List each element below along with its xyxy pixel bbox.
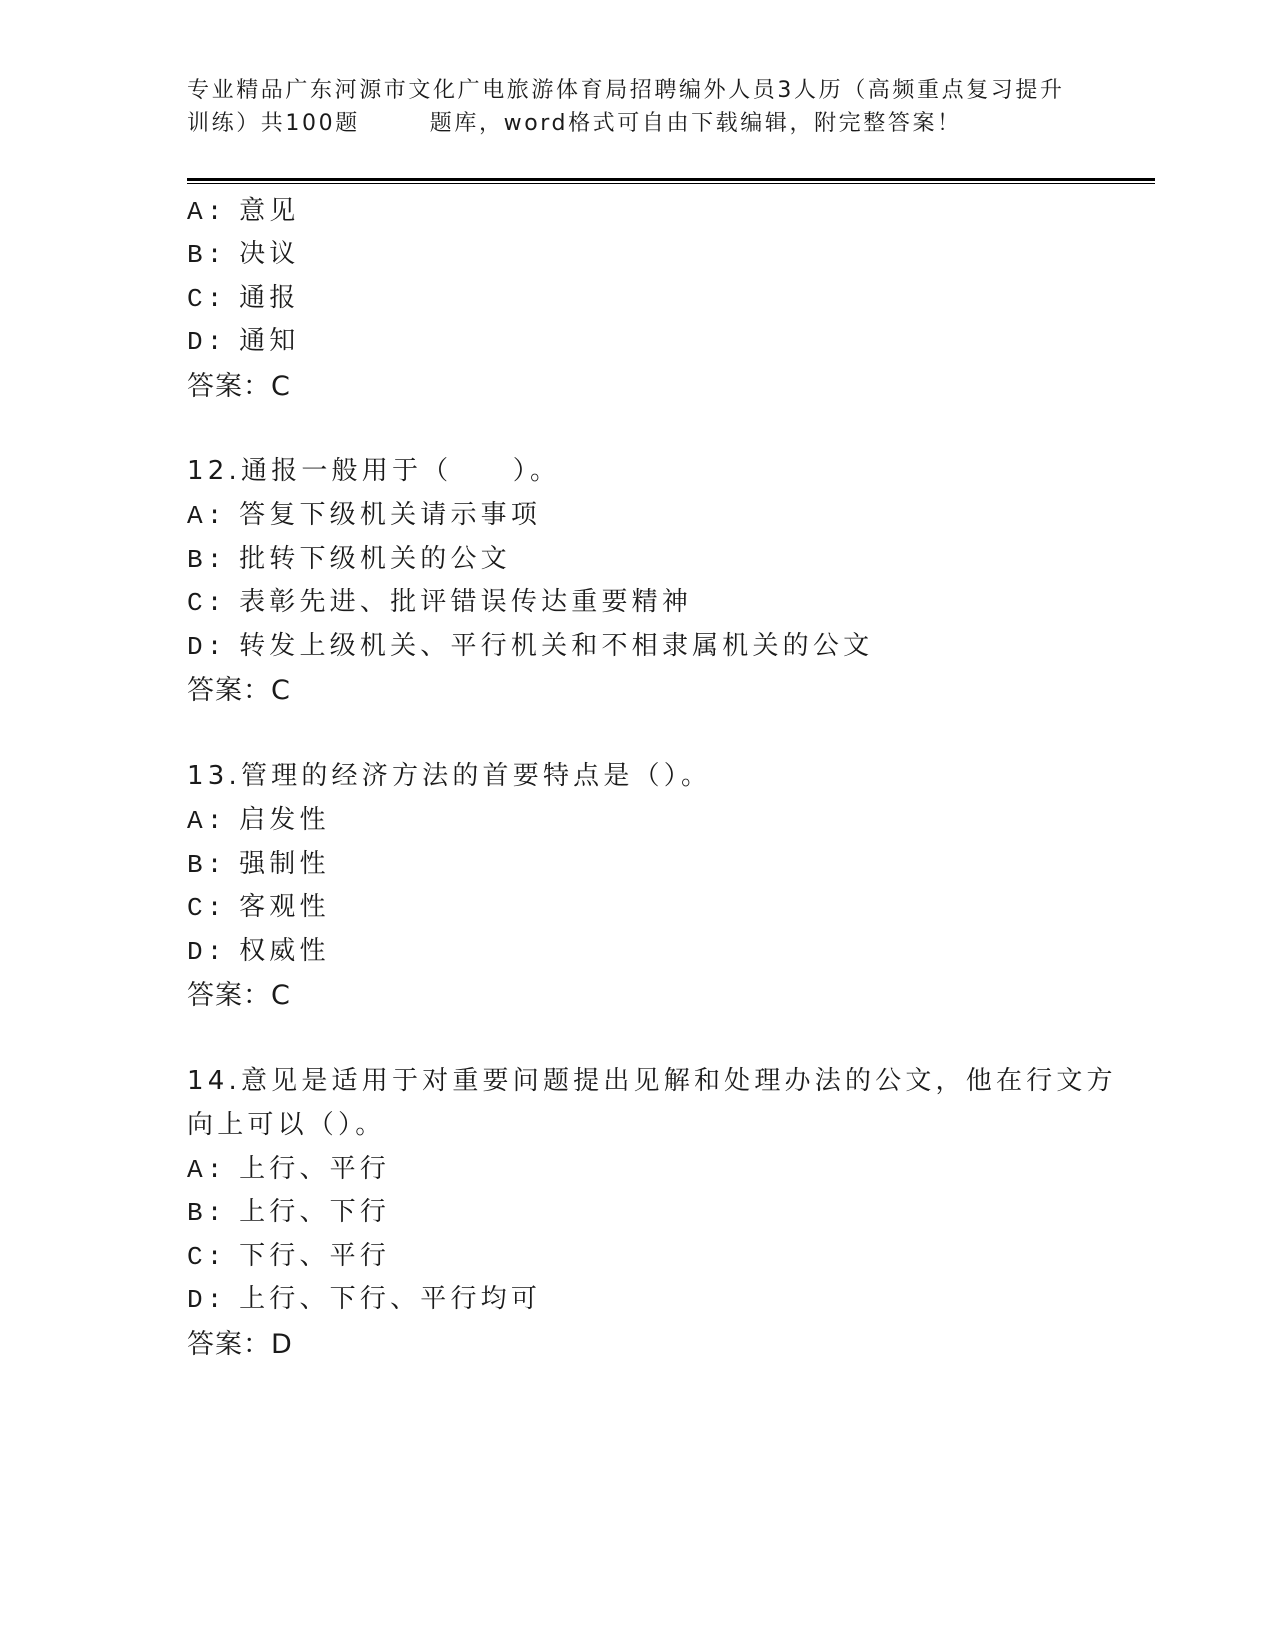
header-divider-thin xyxy=(187,183,1155,184)
answer-text: 答案：C xyxy=(187,980,291,1011)
option-d: D: 权威性 xyxy=(187,936,330,967)
option-b: B: 上行、下行 xyxy=(187,1197,391,1228)
answer-text: 答案：C xyxy=(187,371,291,402)
header-divider-thick xyxy=(187,178,1155,181)
option-d: D: 上行、下行、平行均可 xyxy=(187,1284,542,1315)
option-c: C: 客观性 xyxy=(187,892,330,923)
answer-text: 答案：C xyxy=(187,675,291,706)
option-b: B: 批转下级机关的公文 xyxy=(187,544,511,575)
option-a: A: 意见 xyxy=(187,196,300,227)
option-a: A: 上行、平行 xyxy=(187,1154,391,1185)
header-line-2 xyxy=(187,107,1087,140)
option-d: D: 通知 xyxy=(187,326,300,357)
option-d: D: 转发上级机关、平行机关和不相隶属机关的公文 xyxy=(187,631,874,662)
question-text-line-2: 向上可以（）。 xyxy=(187,1110,386,1140)
option-a: A: 答复下级机关请示事项 xyxy=(187,500,542,531)
option-b: B: 强制性 xyxy=(187,849,330,880)
question-text: 12.通报一般用于（ ）。 xyxy=(187,456,561,486)
option-b: B: 决议 xyxy=(187,239,300,270)
option-c: C: 通报 xyxy=(187,283,300,314)
question-text: 13.管理的经济方法的首要特点是（）。 xyxy=(187,761,712,791)
answer-text: 答案：D xyxy=(187,1329,293,1360)
question-text-line-1: 14.意见是适用于对重要问题提出见解和处理办法的公文，他在行文方 xyxy=(187,1066,1117,1096)
option-a: A: 启发性 xyxy=(187,805,330,836)
header-line-2-part-b: 题库，word格式可自由下载编辑，附完整答案！ xyxy=(429,111,962,136)
option-c: C: 下行、平行 xyxy=(187,1241,391,1272)
header-line-1: 专业精品广东河源市文化广电旅游体育局招聘编外人员3人历（高频重点复习提升 xyxy=(187,78,1065,103)
header-line-2-part-a: 训练）共100题 xyxy=(187,111,360,136)
option-c: C: 表彰先进、批评错误传达重要精神 xyxy=(187,587,693,618)
page-header xyxy=(187,74,1087,140)
